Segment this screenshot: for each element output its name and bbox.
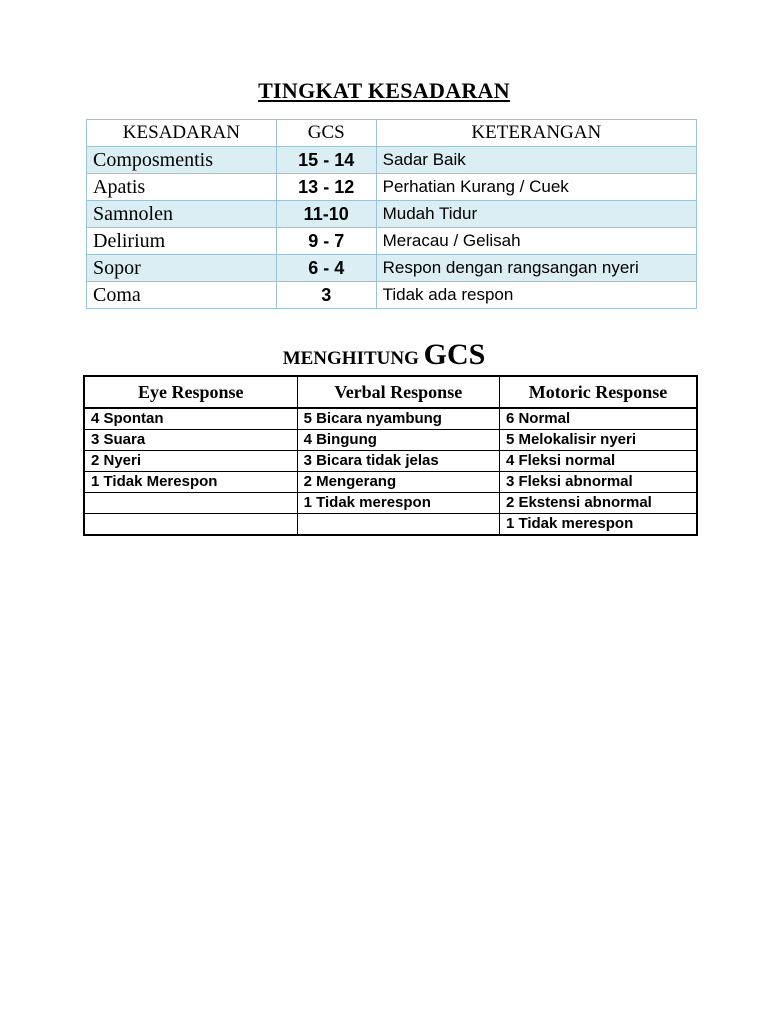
eye-cell: [84, 514, 297, 536]
page-title: TINGKAT KESADARAN: [258, 78, 510, 103]
header-keterangan: KETERANGAN: [376, 120, 696, 147]
kesadaran-cell: Apatis: [87, 174, 277, 201]
gcs-cell: 13 - 12: [276, 174, 376, 201]
table-row: [87, 255, 697, 282]
header-gcs: GCS: [276, 120, 376, 147]
motoric-cell: 1 Tidak merespon: [499, 514, 697, 536]
table-row: [87, 228, 697, 255]
table-row: [84, 472, 697, 493]
table-row: [84, 493, 697, 514]
verbal-cell: [297, 514, 499, 536]
keterangan-cell: Meracau / Gelisah: [376, 228, 696, 255]
section-title-prefix: MENGHITUNG: [282, 348, 419, 369]
table-row: [84, 408, 697, 430]
gcs-cell: 6 - 4: [276, 255, 376, 282]
keterangan-cell: Respon dengan rangsangan nyeri: [376, 255, 696, 282]
table-row: [84, 514, 697, 536]
keterangan-cell: Sadar Baik: [376, 147, 696, 174]
keterangan-cell: Mudah Tidur: [376, 201, 696, 228]
kesadaran-cell: Composmentis: [87, 147, 277, 174]
keterangan-cell: Perhatian Kurang / Cuek: [376, 174, 696, 201]
verbal-cell: 5 Bicara nyambung: [297, 408, 499, 430]
table-header-row: [87, 120, 697, 147]
eye-cell: 4 Spontan: [84, 408, 297, 430]
table-row: [84, 451, 697, 472]
kesadaran-cell: Sopor: [87, 255, 277, 282]
motoric-cell: 3 Fleksi abnormal: [499, 472, 697, 493]
table-row: [87, 282, 697, 309]
consciousness-table: [86, 119, 697, 309]
motoric-cell: 6 Normal: [499, 408, 697, 430]
eye-cell: [84, 493, 297, 514]
eye-cell: 2 Nyeri: [84, 451, 297, 472]
table-row: [87, 147, 697, 174]
kesadaran-cell: Coma: [87, 282, 277, 309]
verbal-cell: 1 Tidak merespon: [297, 493, 499, 514]
keterangan-cell: Tidak ada respon: [376, 282, 696, 309]
verbal-cell: 3 Bicara tidak jelas: [297, 451, 499, 472]
section-title-gcs: [0, 338, 768, 372]
table-row: [87, 201, 697, 228]
gcs-cell: 15 - 14: [276, 147, 376, 174]
gcs-cell: 11-10: [276, 201, 376, 228]
kesadaran-cell: Delirium: [87, 228, 277, 255]
motoric-cell: 2 Ekstensi abnormal: [499, 493, 697, 514]
gcs-scoring-table: [83, 375, 698, 536]
header-kesadaran: KESADARAN: [87, 120, 277, 147]
header-eye-response: Eye Response: [84, 376, 297, 408]
header-verbal-response: Verbal Response: [297, 376, 499, 408]
verbal-cell: 2 Mengerang: [297, 472, 499, 493]
table-row: [87, 174, 697, 201]
kesadaran-cell: Samnolen: [87, 201, 277, 228]
table-row: [84, 430, 697, 451]
motoric-cell: 5 Melokalisir nyeri: [499, 430, 697, 451]
gcs-cell: 3: [276, 282, 376, 309]
gcs-cell: 9 - 7: [276, 228, 376, 255]
motoric-cell: 4 Fleksi normal: [499, 451, 697, 472]
verbal-cell: 4 Bingung: [297, 430, 499, 451]
table-header-row: [84, 376, 697, 408]
eye-cell: 1 Tidak Merespon: [84, 472, 297, 493]
header-motoric-response: Motoric Response: [499, 376, 697, 408]
section-title-suffix: GCS: [423, 338, 486, 371]
eye-cell: 3 Suara: [84, 430, 297, 451]
